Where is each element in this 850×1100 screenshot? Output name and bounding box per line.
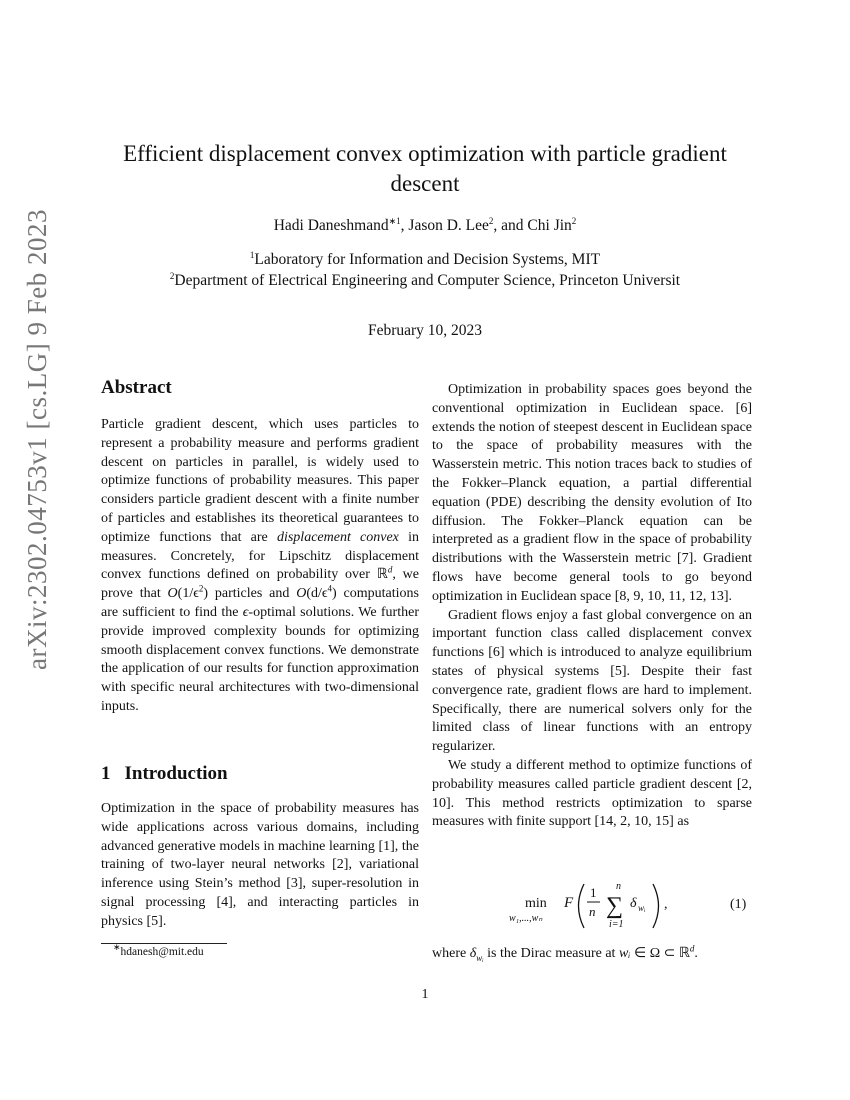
page-number: 1 — [421, 987, 429, 1002]
eq-min-subscript: w₁,...,wₙ — [509, 913, 543, 924]
eq-sum-sign: ∑ — [606, 893, 624, 919]
right-column — [432, 381, 752, 832]
eq-delta-sub: wᵢ — [638, 903, 646, 913]
where-delta-sub: wᵢ — [476, 952, 484, 963]
eq-sum-top: n — [616, 881, 621, 892]
section-number: 1 — [101, 763, 111, 784]
abstract-heading: Abstract — [101, 377, 172, 398]
right-column-tail — [432, 945, 752, 968]
eq-right-paren — [653, 884, 659, 928]
affiliation-1-text: Laboratory for Information and Decision Systems, MIT — [254, 251, 601, 268]
where-text-2: is the Dirac measure at — [483, 946, 619, 961]
eq-frac-den: n — [589, 904, 596, 919]
abstract-text-5: ) computations are sufficient to find the — [101, 586, 419, 620]
publication-date: February 10, 2023 — [367, 322, 483, 339]
abstract-emphasis: displacement convex — [276, 529, 399, 545]
eq-min: min — [525, 896, 547, 911]
where-text-1: where — [432, 946, 470, 961]
author-list — [100, 217, 750, 235]
abstract-math-arg1: (1/ϵ — [177, 586, 199, 602]
abstract-text-6: -optimal solutions. We further provide improved complexity bounds for optimizing smooth displacement convex functions. We demonstrate the application of our results for function approximation with specific neural architectures with two-dimensional inputs. — [101, 604, 419, 714]
abstract-text-2: in measures. Concretely, for Lipschitz displacement convex functions defined on probability over ℝ — [101, 529, 419, 583]
footnote-mark: ∗ — [113, 942, 121, 953]
abstract-math-eps: ϵ — [242, 604, 249, 620]
where-end: . — [694, 946, 698, 961]
eq-frac-num: 1 — [590, 885, 597, 900]
eq-left-paren — [579, 884, 585, 928]
where-delta: δ — [469, 946, 477, 961]
introduction-paragraph-1: Optimization in the space of probability measures has wide applications across various domains, including advanced generative models in machine learning [1], the training of two-layer neural networks [2], variational inference using Stein’s method [3], super-resolution in signal processing [4], and interacting particles in physics [5]. — [101, 801, 419, 929]
eq-comma: , — [664, 897, 668, 912]
footnote — [113, 942, 204, 958]
abstract-paragraph — [101, 416, 419, 717]
abstract-text-3: , we prove that — [101, 567, 419, 602]
paper-title — [100, 139, 750, 199]
affiliation-1-mark: 1 — [249, 249, 255, 260]
right-paragraph-2: Gradient flows enjoy a fast global convergence on an important function class called displacement convex functions [6] which is introduced to analyze equilibrium states of physical systems [5]. Despite their fast convergence rate, gradient flows are hard to implement. Specifically, there are numerical solvers only for the limited class of linear functions with an entropy regularizer. — [432, 607, 752, 755]
section-title: Introduction — [124, 763, 228, 784]
abstract-body — [101, 416, 419, 717]
abstract-sup-d: d — [387, 564, 393, 575]
abstract-math-sup1: 2 — [198, 583, 204, 594]
arxiv-stamp: arXiv:2302.04753v1 [cs.LG] 9 Feb 2023 — [22, 209, 52, 670]
author-1: Hadi Daneshmand — [273, 217, 389, 234]
abstract-text-4: ) particles and — [203, 586, 297, 602]
right-paragraph-1: Optimization in probability spaces goes beyond the conventional optimization in Euclidean space. [6] extends the notion of steepest descent in Euclidean space to the space of probability measures with the Wasserstein metric. This notion traces back to studies of the Fokker–Planck equation, a partial differential equation (PDE) describing the density evolution of Ito diffusion. The Fokker–Planck equation can be interpreted as a gradient flow in the space of probability distributions with the Wasserstein metric [7]. Gradient flows have become general tools to go beyond optimization in Euclidean space [8, 9, 10, 11, 12, 13]. — [432, 382, 752, 604]
title-line-1: Efficient displacement convex optimization with particle gradient — [123, 141, 727, 166]
where-text-3: ∈ Ω ⊂ ℝ — [630, 946, 690, 961]
title-line-2: descent — [390, 171, 460, 196]
affiliation-2-mark: 2 — [169, 270, 175, 281]
author-2-mark: 2 — [488, 215, 494, 226]
author-3: , and Chi Jin — [493, 217, 572, 234]
introduction-body — [101, 800, 419, 932]
abstract-math-arg2: (d/ϵ — [306, 586, 328, 602]
affiliation-2-text: Department of Electrical Engineering and Computer Science, Princeton Universit — [174, 272, 681, 289]
where-w: wᵢ — [618, 946, 631, 961]
eq-number: (1) — [730, 897, 747, 912]
where-sentence — [432, 945, 752, 968]
where-sup-d: d — [689, 943, 695, 954]
author-1-mark: ∗1 — [388, 215, 401, 226]
abstract-math-o1: O — [167, 586, 178, 602]
eq-delta: δ — [630, 896, 637, 911]
footnote-email: hdanesh@mit.edu — [120, 946, 204, 958]
abstract-math-o2: O — [296, 586, 307, 602]
right-paragraph-3: We study a different method to optimize functions of probability measures called particle gradient descent [2, 10]. This method restricts optimization to sparse measures with finite support [14, 2, 10, 15] as — [432, 757, 752, 830]
abstract-math-sup2: 4 — [327, 583, 333, 594]
equation-1 — [432, 870, 752, 940]
author-2: , Jason D. Lee — [400, 217, 489, 234]
eq-sum-bottom: i=1 — [609, 919, 624, 930]
abstract-text-1: Particle gradient descent, which uses particles to represent a probability measure and performs gradient descent on particles in parallel, is widely used to optimize functions of probability measures. This paper considers particle gradient descent with a finite number of particles and establishes its theoretical guarantees to optimize functions that are — [101, 417, 419, 545]
eq-F: F — [564, 895, 574, 911]
affiliation-1 — [80, 251, 770, 269]
introduction-heading — [101, 763, 228, 785]
affiliation-2 — [80, 272, 770, 290]
author-3-mark: 2 — [571, 215, 577, 226]
